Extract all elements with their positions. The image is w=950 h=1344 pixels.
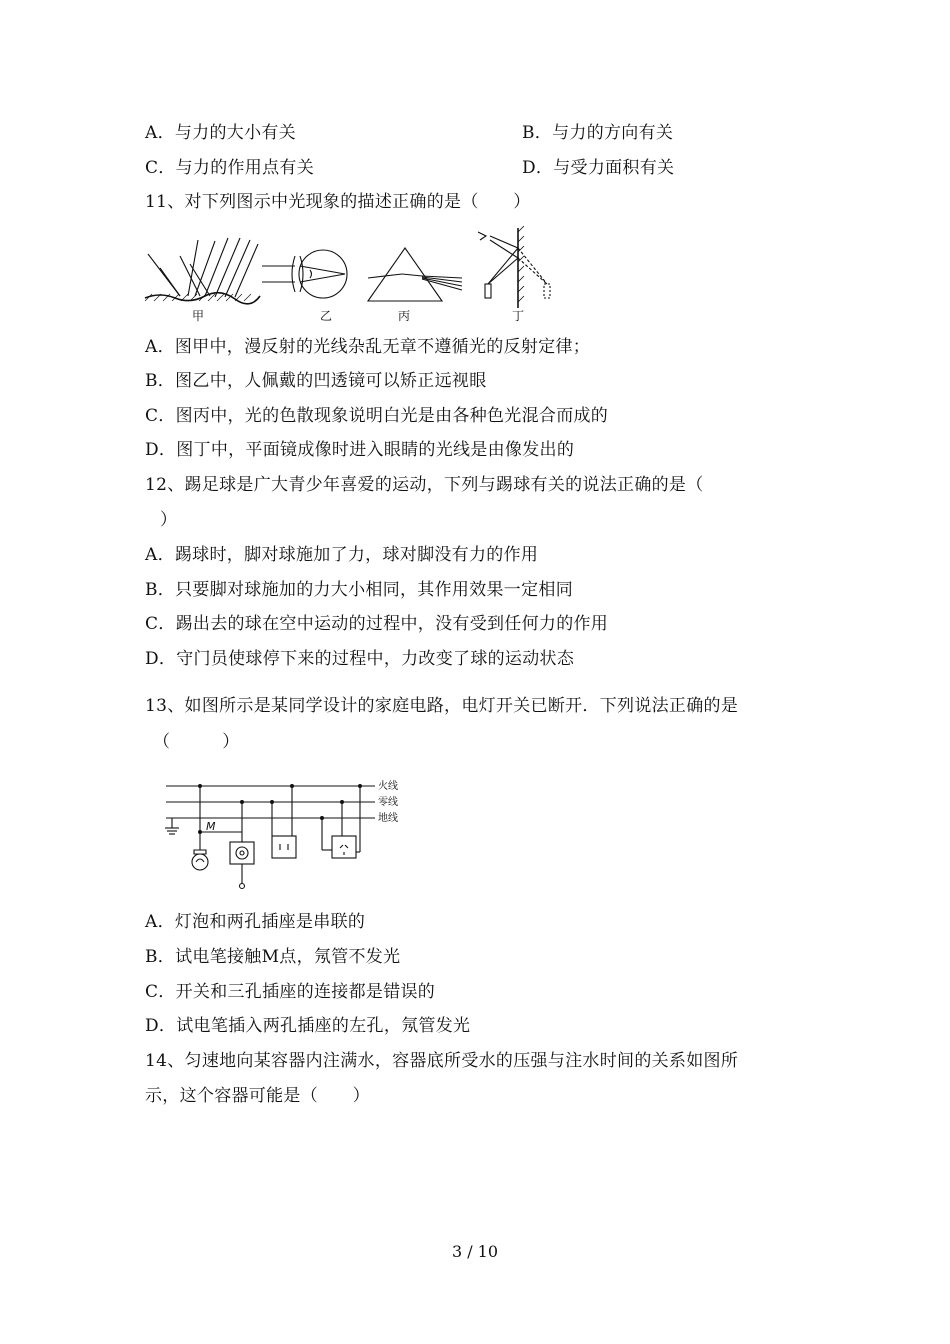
- q12-option-b: B．只要脚对球施加的力大小相同，其作用效果一定相同: [145, 580, 573, 600]
- q10-option-c: C．与力的作用点有关: [145, 158, 315, 178]
- q14-stem: 14、匀速地向某容器内注满水，容器底所受水的压强与注水时间的关系如图所: [145, 1051, 739, 1071]
- q12-option-a: A．踢球时，脚对球施加了力，球对脚没有力的作用: [145, 545, 539, 565]
- live-wire-label: 火线: [378, 781, 398, 792]
- prism-diagram: [368, 248, 462, 301]
- q14-stem-cont: 示，这个容器可能是（ ）: [145, 1086, 370, 1106]
- q13-stem-cont: （ ）: [153, 732, 240, 752]
- q10-option-b: B．与力的方向有关: [522, 123, 674, 143]
- q11-figure: [140, 226, 560, 326]
- q10-option-a: A．与力的大小有关: [145, 123, 296, 143]
- q13-option-c: C．开关和三孔插座的连接都是错误的: [145, 982, 436, 1002]
- junction-dots: [198, 784, 362, 834]
- q13-circuit-figure: [160, 772, 410, 894]
- q11-option-b: B．图乙中，人佩戴的凹透镜可以矫正远视眼: [145, 371, 487, 391]
- q11-stem: 11、对下列图示中光现象的描述正确的是（ ）: [145, 192, 531, 212]
- q13-option-b: B．试电笔接触M点，氖管不发光: [145, 947, 401, 967]
- fig-label-ding: 丁: [512, 309, 525, 323]
- neutral-wire-label: 零线: [378, 797, 398, 808]
- q12-stem-cont: ）: [160, 510, 178, 530]
- diffuse-reflection-diagram: [145, 238, 260, 304]
- eye-lens-diagram: [262, 250, 347, 298]
- fig-label-jia: 甲: [192, 309, 205, 323]
- fig-label-yi: 乙: [320, 309, 333, 323]
- q11-option-d: D．图丁中，平面镜成像时进入眼睛的光线是由像发出的: [145, 440, 575, 460]
- point-m-label: M: [206, 820, 216, 833]
- q13-option-d: D．试电笔插入两孔插座的左孔，氖管发光: [145, 1016, 471, 1036]
- fig-label-bing: 丙: [398, 309, 411, 323]
- q11-option-c: C．图丙中，光的色散现象说明白光是由各种色光混合而成的: [145, 406, 609, 426]
- q13-stem: 13、如图所示是某同学设计的家庭电路，电灯开关已断开．下列说法正确的是: [145, 696, 739, 716]
- q12-option-d: D．守门员使球停下来的过程中，力改变了球的运动状态: [145, 649, 575, 669]
- plane-mirror-diagram: [478, 226, 550, 308]
- q12-stem: 12、踢足球是广大青少年喜爱的运动，下列与踢球有关的说法正确的是（: [145, 475, 704, 495]
- page-number: 3 / 10: [451, 1242, 499, 1261]
- q11-option-a: A．图甲中，漫反射的光线杂乱无章不遵循光的反射定律；: [145, 337, 591, 357]
- ground-wire-label: 地线: [378, 813, 398, 824]
- q12-option-c: C．踢出去的球在空中运动的过程中，没有受到任何力的作用: [145, 614, 609, 634]
- q13-option-a: A．灯泡和两孔插座是串联的: [145, 912, 366, 932]
- q10-option-d: D．与受力面积有关: [522, 158, 675, 178]
